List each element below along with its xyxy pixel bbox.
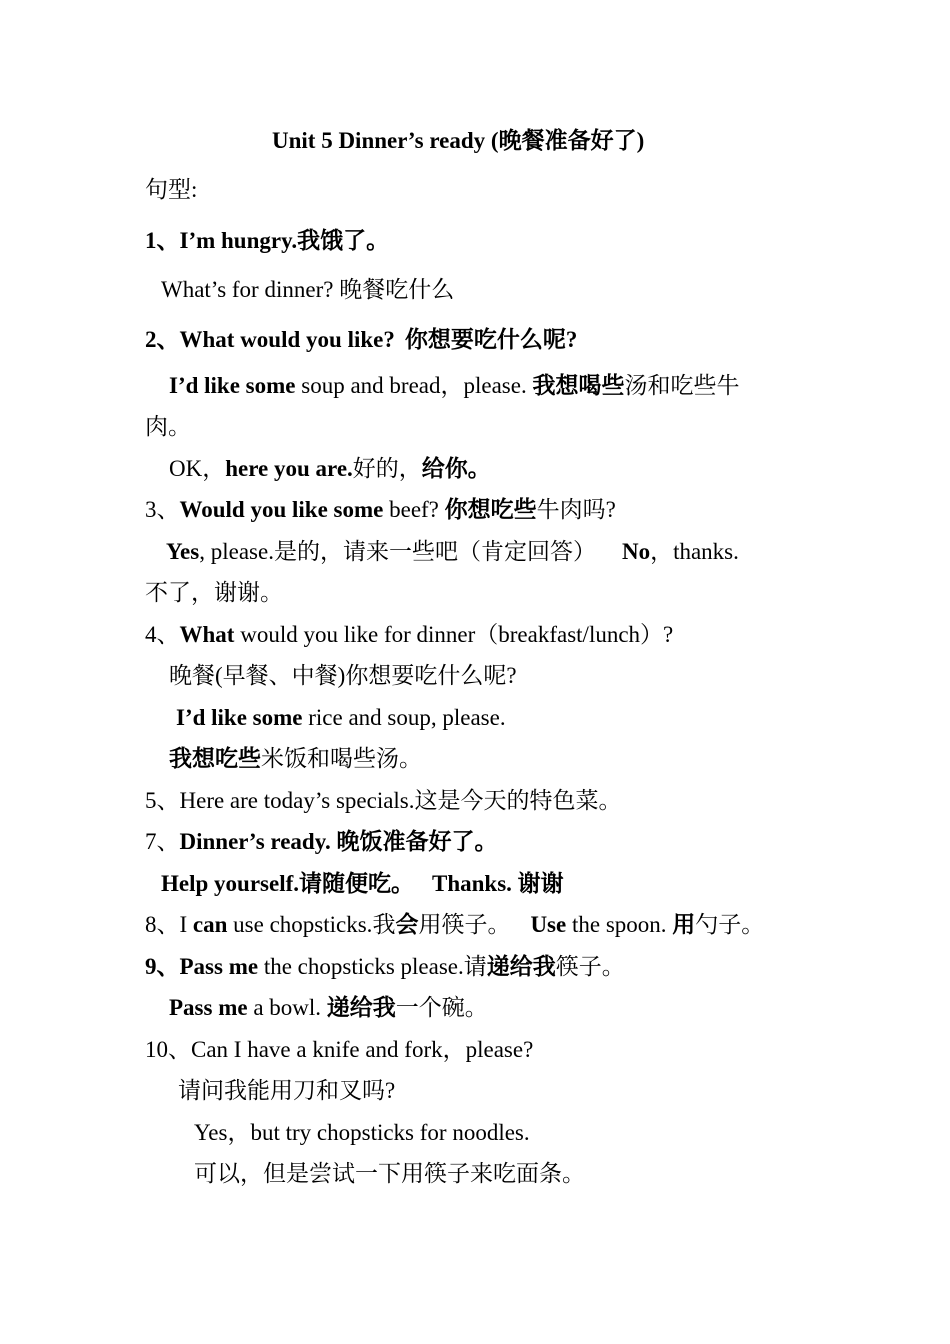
sentence-line	[145, 910, 764, 940]
text: OK，	[169, 456, 226, 481]
sentence-line	[145, 412, 191, 442]
text-bold: 请随便吃。	[299, 871, 414, 896]
text-bold: can	[192, 912, 228, 937]
sentence-line	[145, 325, 577, 355]
text: 请	[463, 954, 487, 979]
text-bold: 晚饭准备好了。	[330, 829, 498, 854]
text-bold: 递给我	[486, 954, 556, 979]
section-label: 句型:	[145, 177, 198, 202]
text: Yes，but try chopsticks for noodles.	[194, 1120, 530, 1145]
text: 晚餐(早餐、中餐)你想要吃什么呢?	[169, 663, 517, 688]
page-title: Unit 5 Dinner’s ready (晚餐准备好了)	[272, 128, 645, 153]
text-bold: Pass me	[169, 995, 248, 1020]
sentence-line	[169, 371, 739, 401]
text: 不了，谢谢。	[145, 580, 283, 605]
sentence-line	[194, 1118, 530, 1148]
text: 晚餐吃什么	[339, 277, 455, 302]
text: use chopsticks.	[227, 912, 373, 937]
sentence-line	[145, 620, 673, 650]
text-bold: Pass me	[179, 954, 259, 979]
text: 请问我能用刀和叉吗?	[178, 1078, 396, 1103]
text: 7、	[145, 829, 180, 854]
sentence-line	[176, 703, 506, 733]
text: 是的，请来一些吧（肯定回答）	[273, 539, 596, 564]
sentence-line	[145, 495, 616, 525]
text: 米饭和喝些汤。	[261, 746, 422, 771]
text-bold: 我想喝些	[532, 373, 625, 398]
sentence-line	[194, 1159, 585, 1189]
text-bold: 2、What would you like?	[145, 327, 395, 352]
text: 好的，	[352, 456, 422, 481]
text-bold: 递给我	[326, 995, 396, 1020]
text-bold: 会	[395, 912, 419, 937]
text: 10、Can I have a knife and fork，please?	[145, 1037, 534, 1062]
text-bold: here you are.	[225, 456, 353, 481]
text: would you like for dinner（breakfast/lunch）?	[234, 622, 674, 647]
text: 我	[372, 912, 396, 937]
text: , please.	[199, 539, 274, 564]
text-bold: 1、I’m hungry.	[145, 228, 298, 253]
text: 用筷子。	[418, 912, 511, 937]
text-bold: 我想吃些	[169, 746, 261, 771]
sentence-line	[145, 827, 497, 857]
text: 可以，但是尝试一下用筷子来吃面条。	[194, 1161, 585, 1186]
sentence-line	[169, 454, 491, 484]
text-bold: 9、	[145, 954, 180, 979]
text-bold: What	[179, 622, 235, 647]
sentence-line	[178, 1076, 395, 1106]
sentence-line	[161, 869, 564, 899]
text: the chopsticks please.	[258, 954, 464, 979]
text: the spoon.	[566, 912, 673, 937]
sentence-line	[169, 744, 422, 774]
text-bold: I’d like some	[169, 373, 296, 398]
text: a bowl.	[247, 995, 327, 1020]
sentence-line	[169, 661, 517, 691]
text-bold: 谢谢	[511, 871, 564, 896]
text: 4、	[145, 622, 180, 647]
sentence-line	[169, 993, 488, 1023]
sentence-line	[145, 578, 283, 608]
sentence-line	[145, 1035, 533, 1065]
sentence-line	[145, 226, 389, 256]
text: 这是今天的特色菜。	[414, 788, 622, 813]
text: beef?	[383, 497, 445, 522]
text: 5、Here are today’s specials.	[145, 788, 415, 813]
text-bold: Help yourself.	[161, 871, 299, 896]
text-bold: 我饿了。	[297, 228, 390, 253]
text-bold: Thanks.	[432, 871, 512, 896]
text-bold: 你想要吃什么呢?	[404, 327, 578, 352]
text-bold: No	[621, 539, 651, 564]
text: rice and soup, please.	[302, 705, 506, 730]
text: soup and bread，please.	[295, 373, 533, 398]
text-bold: 给你。	[421, 456, 491, 481]
text-bold: Dinner’s ready.	[179, 829, 331, 854]
sentence-line	[166, 537, 739, 567]
text: 8、I	[145, 912, 193, 937]
text: 汤和吃些牛	[624, 373, 740, 398]
text: What’s for dinner?	[161, 277, 340, 302]
text-bold: 你想吃些	[444, 497, 537, 522]
sentence-line	[145, 786, 622, 816]
text-bold: Use	[530, 912, 567, 937]
text: 勺子。	[695, 912, 765, 937]
sentence-line	[161, 275, 454, 305]
text: 筷子。	[555, 954, 625, 979]
text: 肉。	[145, 414, 191, 439]
text: ，thanks.	[650, 539, 739, 564]
text: 一个碗。	[395, 995, 488, 1020]
sentence-line	[145, 952, 625, 982]
text-bold: 用	[672, 912, 696, 937]
text-bold: I’d like some	[176, 705, 303, 730]
text: 牛肉吗?	[536, 497, 616, 522]
text: 3、	[145, 497, 180, 522]
text-bold: Would you like some	[179, 497, 384, 522]
text-bold: Yes	[166, 539, 200, 564]
